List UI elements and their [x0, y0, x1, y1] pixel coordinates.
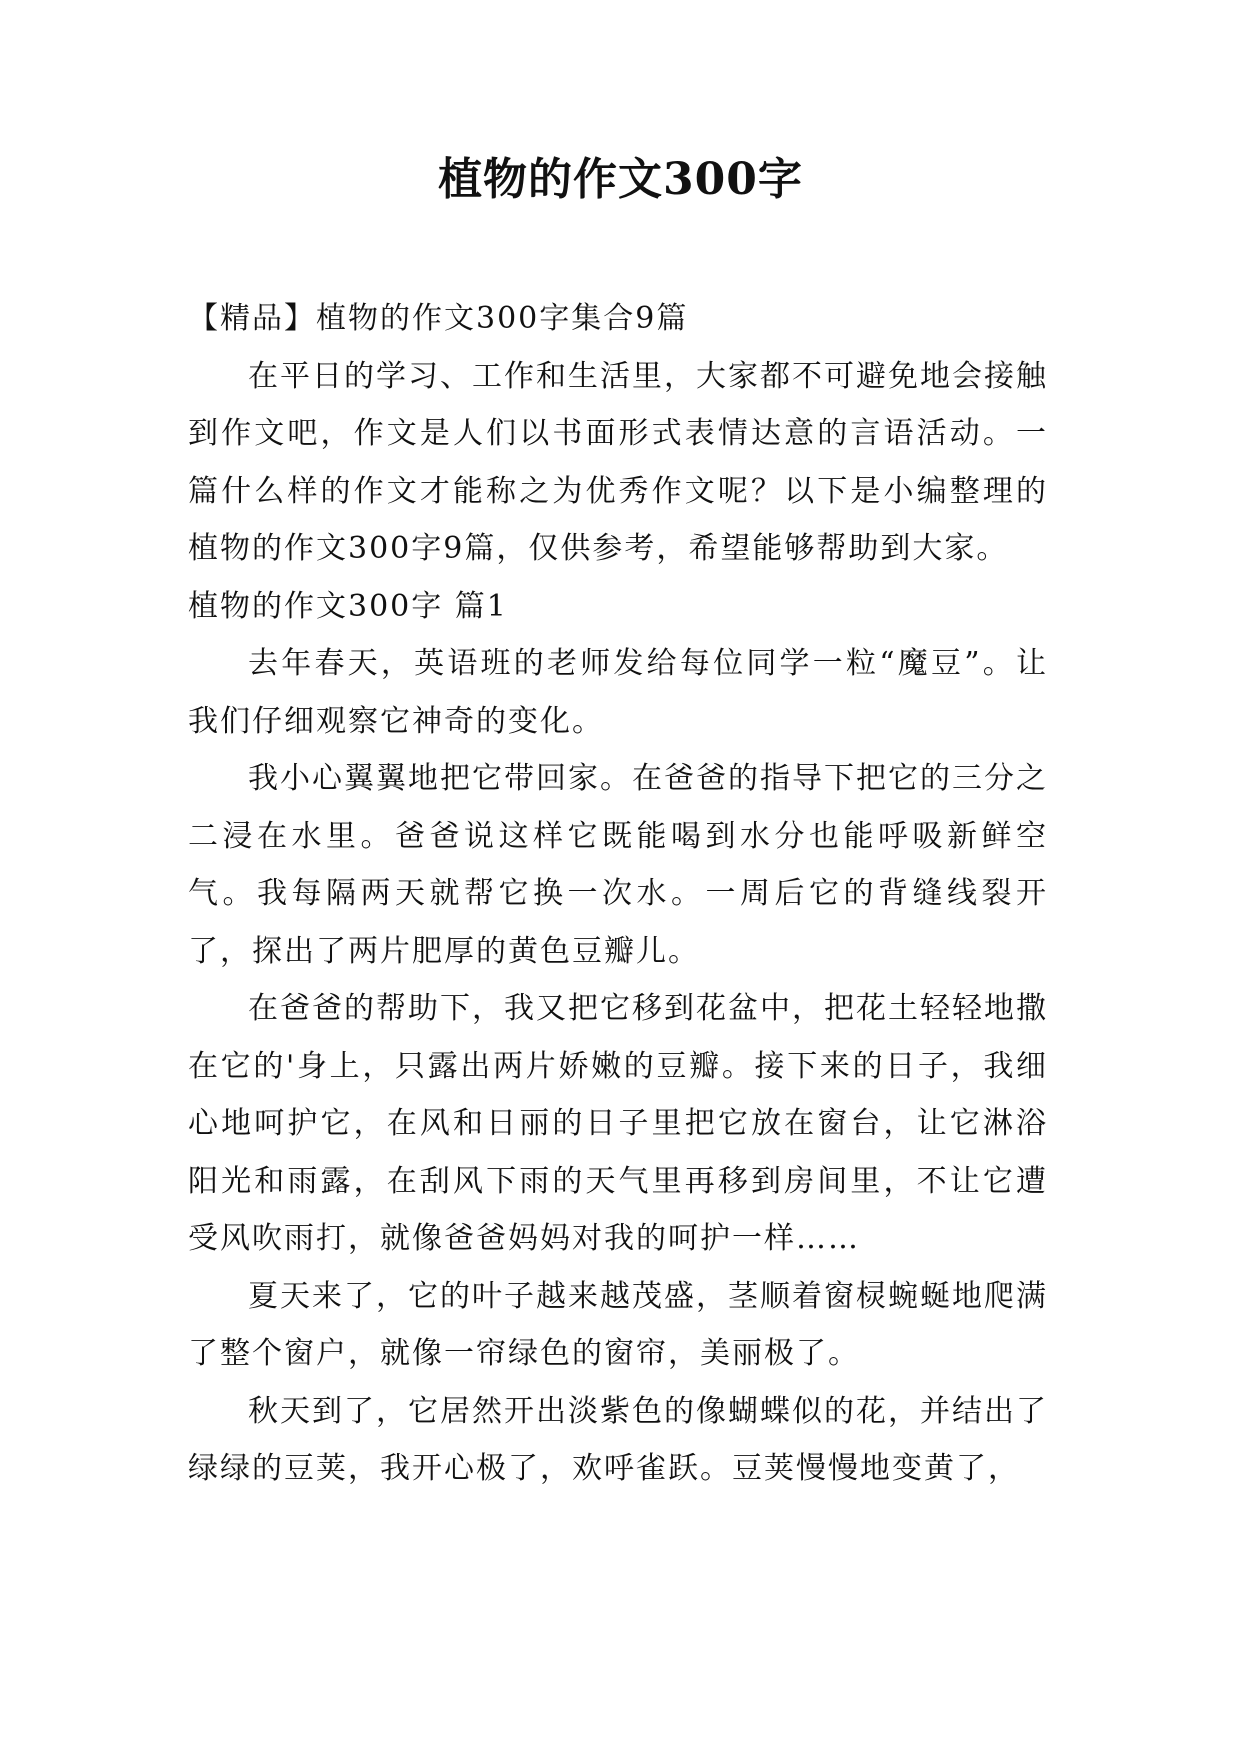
intro-paragraph: 在平日的学习、工作和生活里，大家都不可避免地会接触到作文吧，作文是人们以书面形式表情达意的言语活动。一篇什么样的作文才能称之为优秀作文呢？以下是小编整理的植物的作文300字9篇，仅供参考，希望能够帮助到大家。 — [188, 358, 1048, 566]
document-body — [188, 290, 1048, 1498]
body-paragraph: 夏天来了，它的叶子越来越茂盛，茎顺着窗棂蜿蜒地爬满了整个窗户，就像一帘绿色的窗帘，美丽极了。 — [188, 1278, 1048, 1371]
document-title: 植物的作文300字 — [438, 154, 803, 205]
body-paragraph: 去年春天，英语班的老师发给每位同学一粒“魔豆”。让我们仔细观察它神奇的变化。 — [188, 646, 1048, 739]
collection-heading: 【精品】植物的作文300字集合9篇 — [188, 301, 689, 336]
body-paragraph: 秋天到了，它居然开出淡紫色的像蝴蝶似的花，并结出了绿绿的豆荚，我开心极了，欢呼雀跃。豆荚慢慢地变黄了， — [188, 1393, 1048, 1486]
body-paragraph: 在爸爸的帮助下，我又把它移到花盆中，把花土轻轻地撒在它的'身上，只露出两片娇嫩的豆瓣。接下来的日子，我细心地呵护它，在风和日丽的日子里把它放在窗台，让它淋浴阳光和雨露，在刮风下雨的天气里再移到房间里，不让它遭受风吹雨打，就像爸爸妈妈对我的呵护一样…… — [188, 991, 1048, 1256]
body-paragraph: 我小心翼翼地把它带回家。在爸爸的指导下把它的三分之二浸在水里。爸爸说这样它既能喝到水分也能呼吸新鲜空气。我每隔两天就帮它换一次水。一周后它的背缝线裂开了，探出了两片肥厚的黄色豆瓣儿。 — [188, 761, 1048, 969]
section-heading: 植物的作文300字 篇1 — [188, 588, 508, 624]
